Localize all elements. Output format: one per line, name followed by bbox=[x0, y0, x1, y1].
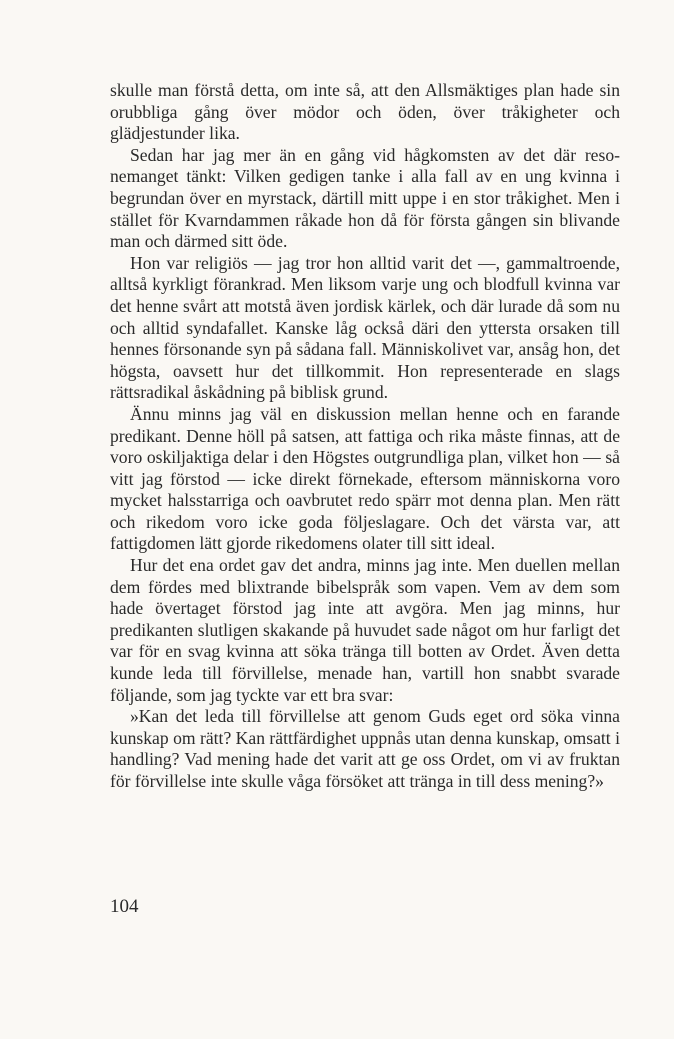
paragraph-1: skulle man förstå detta, om inte så, att den Allsmäktiges plan hade sin orubbliga gång över mödor och öden, över tråkigheter och glädjestunder lika. bbox=[110, 80, 620, 144]
paragraph-2: Sedan har jag mer än en gång vid hågkomsten av det där resonemanget tänkt: Vilken gedigen tanke i alla fall av en ung kvinna i begrundan över en myrstack, därtill mitt uppe i en stor tråkighet. Men i stället för Kvarndammen råkade hon då för första gången sin blivande man och därmed sitt öde. bbox=[110, 144, 620, 252]
paragraph-4: Ännu minns jag väl en diskussion mellan henne och en farande predikant. Denne höll på satsen, att fattiga och rika måste finnas, att de voro oskiljaktiga delar i den Högstes outgrundliga plan, vilket hon — så vitt jag förstod — icke direkt förnekade, eftersom människorna voro mycket halsstarriga och oavbrutet redo spärr mot denna plan. Men rätt och rikedom voro icke goda följeslagare. Och det värsta var, att fattigdomen lätt gjorde rikedomens olater till sitt ideal. bbox=[110, 403, 620, 554]
paragraph-6: »Kan det leda till förvillelse att genom Guds eget ord söka vinna kunskap om rätt? Kan rättfärdighet uppnås utan denna kunskap, omsatt i handling? Vad mening hade det varit att ge oss Ordet, om vi av fruktan för förvillelse inte skulle våga försöket att tränga in till dess mening?» bbox=[110, 706, 620, 791]
paragraph-5: Hur det ena ordet gav det andra, minns jag inte. Men duellen mellan dem fördes med blixtrande bibelspråk som vapen. Vem av dem som hade övertaget förstod jag inte att avgöra. Men jag minns, hur predikanten slutligen skakande på huvudet sade något om hur farligt det var för en svag kvinna att söka tränga till botten av Ordet. Även detta kunde leda till förvillelse, menade han, vartill hon snabbt svarade följande, som jag tyckte var ett bra svar: bbox=[110, 555, 620, 705]
page-body bbox=[110, 80, 620, 793]
page-number: 104 bbox=[110, 896, 139, 917]
paragraph-3: Hon var religiös — jag tror hon alltid varit det —, gammaltroende, alltså kyrkligt förankrad. Men liksom varje ung och blodfull kvinna var det henne svårt att motstå även jordisk kärlek, och där lurade då som nu och alltid syndafallet. Kanske låg också däri den yttersta orsaken till hennes försonande syn på sådana fall. Människolivet var, ansåg hon, det högsta, oavsett hur det tillkommit. Hon representerade en slags rättsradikal åskådning på biblisk grund. bbox=[110, 252, 620, 403]
